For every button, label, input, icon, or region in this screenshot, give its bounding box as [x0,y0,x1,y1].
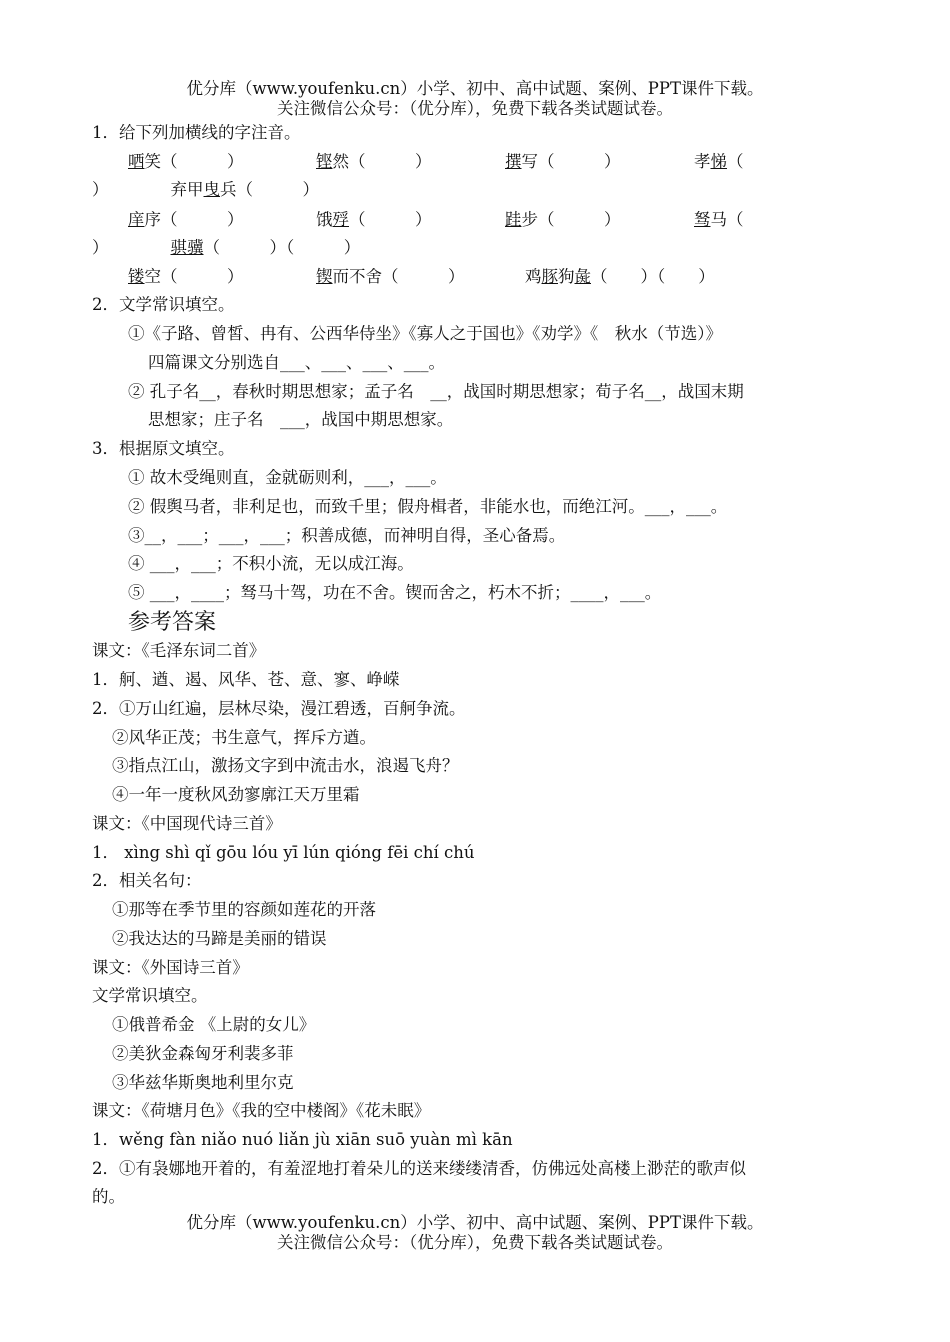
underlined-char: 殍 [332,210,349,229]
underlined-char: 驽 [694,210,711,229]
item-lead: ） [92,180,109,199]
header-line-2: 关注微信公众号：（优分库），免费下载各类试题试卷。 [277,99,673,118]
answer-line: 文学常识填空。 [92,986,208,1005]
underlined-char: 彘 [574,267,591,286]
q1-item-xiang [128,209,244,231]
q3-item1: ① 故木受绳则直，金就砺则利，___，___。 [128,468,447,487]
q1-item-shen [128,151,244,173]
answer-line: 2．相关名句： [92,871,202,890]
answer-line: 1． xìng shì qǐ gōu lóu yī lún qióng fēi chí chú [92,843,475,862]
answer-line: 课文：《外国诗三首》 [92,958,249,977]
item-rest: 空（ ） [144,267,244,286]
answer-line: ①那等在季节里的容颜如莲花的开落 [112,900,376,919]
underlined-char: 骐骥 [170,238,204,257]
item-rest: 然（ ） [332,152,432,171]
answer-line: ②我达达的马蹄是美丽的错误 [112,929,327,948]
q1-item-tunzhi [525,266,715,288]
item-rest: 写（ ） [521,152,621,171]
answers-heading: 参考答案 [128,610,217,635]
underlined-char: 悌 [710,152,727,171]
q3-item5: ⑤ ___，____；驽马十驾，功在不舍。锲而舍之，朽木不折；____，___。 [128,583,662,602]
item-rest: 步（ ） [521,210,621,229]
item-lead: 饿 [316,210,333,229]
q1-title: 1．给下列加横线的字注音。 [92,123,301,142]
header-line-1: 优分库（www.youfenku.cn）小学、初中、高中试题、案例、PPT课件下载。 [186,79,764,98]
q1-item-piao [316,209,432,231]
q1-item-keng [316,151,432,173]
answer-line: 课文：《毛泽东词二首》 [92,641,266,660]
item-rest: 笑（ ） [144,152,244,171]
answer-line: ②风华正茂；书生意气，挥斥方遒。 [112,728,376,747]
answer-line: 的。 [92,1187,125,1206]
item-rest: 而不舍（ ） [332,267,465,286]
answer-line: ①俄普希金 《上尉的女儿》 [112,1015,316,1034]
item-rest: 马（ [710,210,744,229]
q1-item-qie [316,266,465,288]
q3-item4: ④ ___，___；不积小流，无以成江海。 [128,554,414,573]
q1-item-lou [128,266,244,288]
q2-title: 2．文学常识填空。 [92,295,235,314]
underlined-char: 镂 [128,267,145,286]
answer-line: 2．①有袅娜地开着的，有羞涩地打着朵儿的送来缕缕清香，仿佛远处高楼上渺茫的歌声似 [92,1159,746,1178]
q2-item2-line2: 思想家；庄子名 ___，战国中期思想家。 [148,410,454,429]
q1-item-ye [92,179,319,201]
q1-item-nu [694,209,744,231]
underlined-char: 曳 [203,180,220,199]
q1-item-kui [505,209,621,231]
underlined-char: 庠 [128,210,145,229]
answer-line: 1．wěng fàn niǎo nuó liǎn jù xiān suō yuàn mì kān [92,1130,513,1149]
item-lead: 鸡 [525,267,542,286]
q1-item-ti [694,151,744,173]
answer-line: 课文：《荷塘月色》《我的空中楼阁》《花未眠》 [92,1101,431,1120]
item-mid: 狗 [558,267,575,286]
item-rest: 兵（ ） [220,180,319,199]
underlined-char: 撰 [505,152,522,171]
item-lead: ） [92,238,109,257]
q1-item-zhuan [505,151,621,173]
answer-line: 2．①万山红遍，层林尽染，漫江碧透，百舸争流。 [92,699,466,718]
underlined-char: 哂 [128,152,145,171]
item-rest: （ [727,152,744,171]
q2-item1-line2: 四篇课文分别选自___、___、___、___。 [148,353,445,372]
answer-line: 课文：《中国现代诗三首》 [92,814,282,833]
underlined-char: 跬 [505,210,522,229]
footer-line-2: 关注微信公众号：（优分库），免费下载各类试题试卷。 [277,1233,673,1252]
q2-item1-line1: ①《子路、曾皙、冉有、公西华侍坐》《寡人之于国也》《劝学》《 秋水（节选）》 [128,324,722,343]
item-rest: （ ）（ ） [203,238,361,257]
answer-line: ③华兹华斯奥地利里尔克 [112,1073,294,1092]
answer-line: ②美狄金森匈牙利裴多菲 [112,1044,294,1063]
q3-item2: ② 假舆马者，非利足也，而致千里；假舟楫者，非能水也，而绝江河。___，___。 [128,497,728,516]
item-lead: 孝 [694,152,711,171]
underlined-char: 铿 [316,152,333,171]
item-rest: （ ） [349,210,432,229]
q2-item2-line1: ② 孔子名__，春秋时期思想家；孟子名 __，战国时期思想家；荀子名__，战国末期 [128,382,744,401]
answer-line: ④一年一度秋风劲寥廓江天万里霜 [112,785,360,804]
item-rest: 序（ ） [144,210,244,229]
q1-item-qiji [92,237,360,259]
q3-title: 3．根据原文填空。 [92,439,235,458]
answer-line: ③指点江山，激扬文字到中流击水，浪遏飞舟？ [112,756,459,775]
underlined-char: 豚 [541,267,558,286]
underlined-char: 锲 [316,267,333,286]
q3-item3: ③__，___；___，___；积善成德，而神明自得，圣心备焉。 [128,526,566,545]
item-mid: 弃甲 [170,180,204,199]
answer-line: 1．舸、遒、遏、风华、苍、意、寥、峥嵘 [92,670,400,689]
footer-line-1: 优分库（www.youfenku.cn）小学、初中、高中试题、案例、PPT课件下载。 [186,1213,764,1232]
item-rest: （ ）（ ） [591,267,715,286]
